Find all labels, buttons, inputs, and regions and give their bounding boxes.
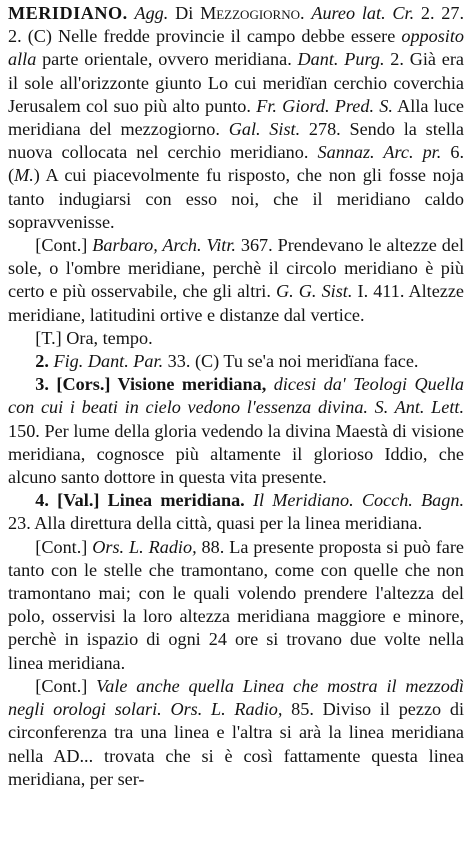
text-run: 278. Sendo la stella nuova collocata nel cerchio meridiano. <box>8 119 464 163</box>
phrase-definition: Il Meridiano. Cocch. Bagn. <box>252 490 465 511</box>
text-run: Alla luce meridiana del mezzogiorno. <box>8 95 464 140</box>
text-run: 6. ( <box>8 142 465 186</box>
citation: Fr. Giord. Pred. S. <box>256 95 393 116</box>
phrase-headword: Visione meridiana, <box>117 374 267 395</box>
citation: Barbaro, Arch. Vitr. <box>92 235 236 256</box>
text-run: 33. (C) Tu se'a noi meridïana face. <box>163 351 419 372</box>
sense-number: 2. <box>35 351 54 372</box>
text-run <box>266 374 273 394</box>
cross-reference: Mezzogiorno <box>200 3 300 23</box>
text-run <box>245 490 253 510</box>
sense-time <box>8 327 464 350</box>
emphasis: opposito alla <box>8 26 464 70</box>
text-run: 88. La presente proposta si può fare tanto con le stelle che tramontano, come con quelle che non tramontano mai; con le quali volendo prendere l'altezza del polo, osservisi la loro altezza meridiana maggiore e minore, perchè in ispazio di ogni 24 ore si trovano due volte nella linea meridiana. <box>8 536 464 673</box>
citation: Gal. Sist. <box>228 119 301 140</box>
sense-3-visione <box>8 373 464 489</box>
text-run: 367. Prendevano le altezze del sole, o l'ombre meridiane, perchè il circolo meridiano è più certo e più osservabile, che gli altri. <box>8 235 464 302</box>
sense-4-linea <box>8 489 464 535</box>
sense-label: [Cont.] <box>35 536 93 557</box>
citation: Ors. L. Radio, <box>92 536 197 557</box>
citation: Aureo lat. Cr. <box>311 3 415 23</box>
text-run: I. 411. Altezze meridiane, latitudini ortive e distanze dal vertice. <box>8 281 464 325</box>
text-run: 150. Per lume della gloria vedendo la divina Maestà di visione meridiana, cognosce più altamente il glorioso Iddio, che alcuno santo dottore in questa vita presente. <box>8 420 464 488</box>
citation: G. G. Sist. <box>276 281 353 302</box>
text-run: 2. Già era il sole all'orizzonte giunto Lo cui meridïan cerchio coverchia Jerusalem col suo più alto punto. <box>8 49 464 116</box>
sense-number: 3. [Cors.] <box>35 374 118 395</box>
sense-label: [Cont.] <box>35 675 97 696</box>
text-run: 23. Alla direttura della città, quasi per la linea meridiana. <box>8 513 423 534</box>
sense-cont-radio-85 <box>8 675 464 791</box>
text-run: Di <box>168 3 201 23</box>
sense-number: 4. [Val.] <box>35 490 108 511</box>
text-run: . <box>300 3 312 23</box>
sense-cont-barbaro <box>8 234 464 327</box>
sense-label: [Cont.] <box>35 235 93 256</box>
sense-2-figurative <box>8 350 464 373</box>
text-run: ) A cui piacevolmente fu risposto, che non gli fosse noja tanto indugiarsi con esso noi, che il meridiano caldo sopravvenisse. <box>8 165 464 232</box>
sense-cont-radio-88 <box>8 536 464 675</box>
text-run: 2. 27. 2. (C) Nelle fredde provincie il campo debbe essere <box>8 3 465 47</box>
citation: Dant. Purg. <box>297 49 385 70</box>
text-run: [T.] Ora, tempo. <box>35 327 153 348</box>
grammar-label: Agg. <box>134 3 169 23</box>
citation: M. <box>14 165 34 186</box>
entry-definition <box>8 2 464 234</box>
text-run: 85. Diviso il pezzo di circonferenza tra una linea e l'altra si arà la linea meridiana nella AD... trovata che si è così fattamente questa linea meridiana, per ser- <box>8 699 464 789</box>
phrase-definition: dicesi da' Teologi Quella con cui i beati in cielo vedono l'essenza divina. S. Ant. Lett. <box>8 374 465 418</box>
citation: Sannaz. Arc. pr. <box>317 142 442 163</box>
text-run: parte orientale, ovvero meridiana. <box>36 49 298 70</box>
citation: Fig. Dant. Par. <box>53 351 164 372</box>
phrase-headword: Linea meridiana. <box>107 490 245 511</box>
phrase-definition: Vale anche quella Linea che mostra il mezzodì negli orologi solari. Ors. L. Radio, <box>8 675 464 720</box>
headword: MERIDIANO. <box>8 3 128 23</box>
